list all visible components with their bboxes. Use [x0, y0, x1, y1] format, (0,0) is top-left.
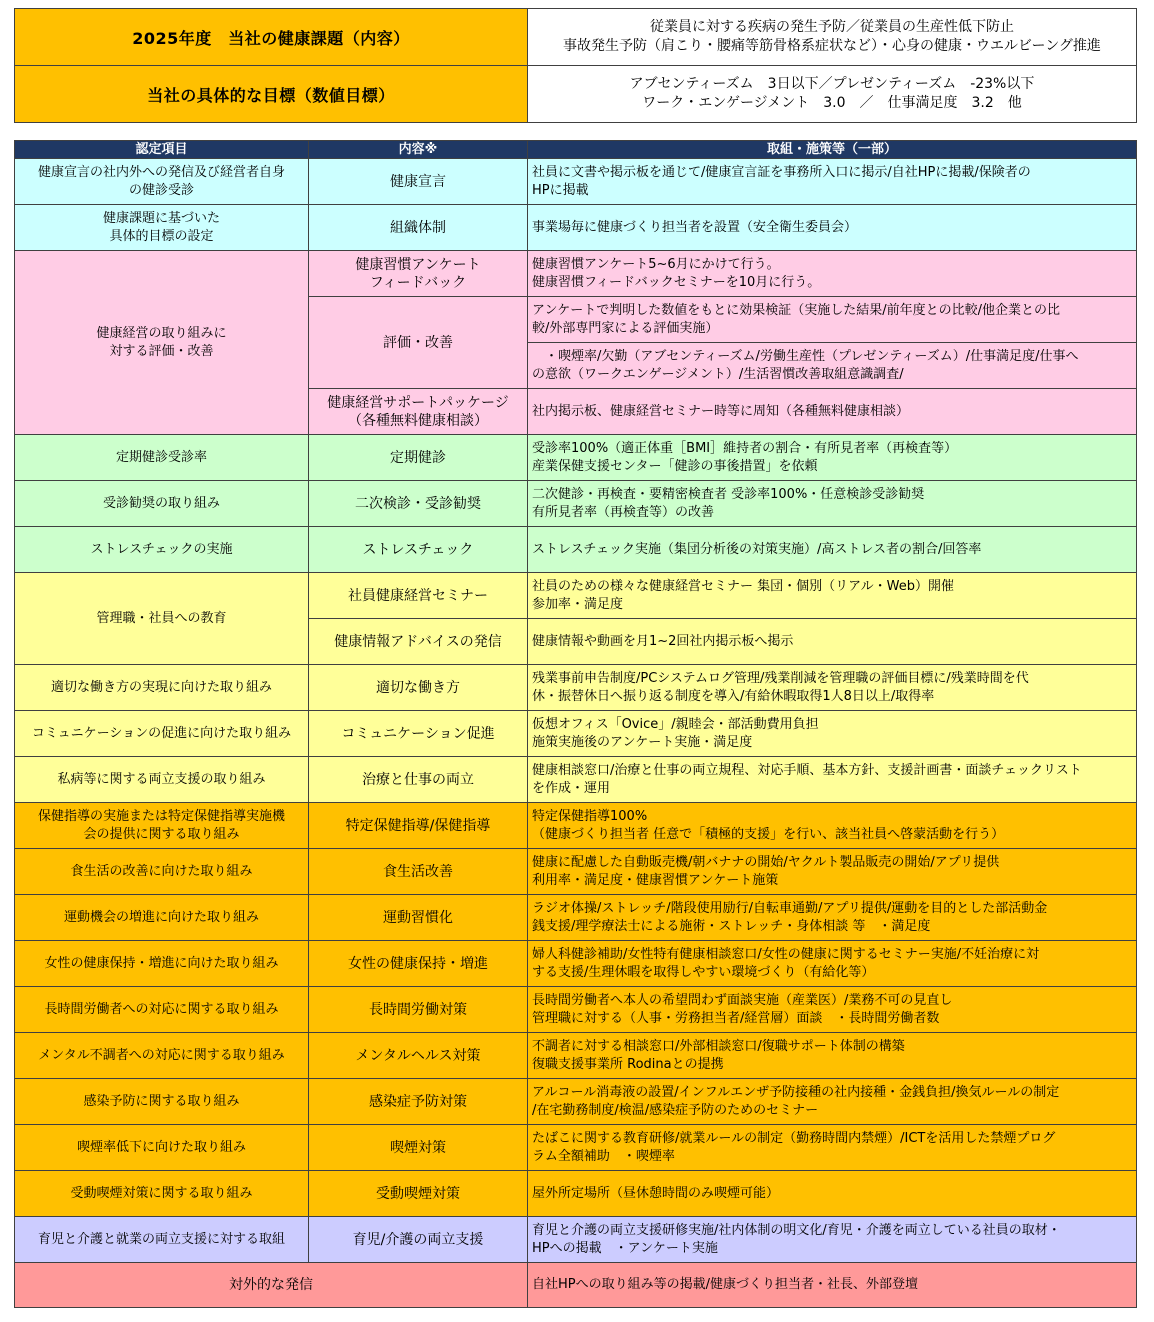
measures-line: HPへの掲載 ・アンケート実施	[532, 1240, 718, 1256]
measures-cell	[528, 895, 1137, 941]
table-row	[15, 481, 1137, 527]
content-line: 健康習慣アンケート	[355, 256, 481, 273]
content-cell: 評価・改善	[309, 297, 528, 389]
measures-line: する支援/生理休暇を取得しやすい環境づくり（有給化等）	[532, 964, 875, 980]
measures-cell	[528, 481, 1137, 527]
measures-line: アルコール消毒液の設置/インフルエンザ予防接種の社内接種・金銭負担/換気ルールの制定	[532, 1084, 1060, 1100]
measures-line: ラム全額補助 ・喫煙率	[532, 1148, 675, 1164]
measures-cell: 屋外所定場所（昼休憩時間のみ喫煙可能）	[528, 1171, 1137, 1217]
measures-line: 健康に配慮した自動販売機/朝バナナの開始/ヤクルト製品販売の開始/アプリ提供	[532, 854, 1000, 870]
table-row	[15, 1079, 1137, 1125]
measures-cell	[528, 1033, 1137, 1079]
measures-line: 二次健診・再検査・要精密検査者 受診率100%・任意検診受診勧奨	[532, 486, 925, 502]
category-line: 健康課題に基づいた	[102, 210, 220, 226]
content-cell: 社員健康経営セミナー	[309, 573, 528, 619]
category-cell: 管理職・社員への教育	[15, 573, 309, 665]
category-line: 具体的目標の設定	[109, 228, 214, 244]
content-cell: 適切な働き方	[309, 665, 528, 711]
category-cell: メンタル不調者への対応に関する取り組み	[15, 1033, 309, 1079]
content-cell: コミュニケーション促進	[309, 711, 528, 757]
target-row	[15, 66, 1137, 123]
measures-cell	[528, 665, 1137, 711]
content-cell	[309, 251, 528, 297]
measures-line: 較/外部専門家による評価実施）	[532, 320, 719, 336]
measures-line: 婦人科健診補助/女性特有健康相談窓口/女性の健康に関するセミナー実施/不妊治療に対	[532, 946, 1040, 962]
table-row	[15, 1033, 1137, 1079]
table-row	[15, 803, 1137, 849]
category-line: 健康宣言の社内外への発信及び経営者自身	[37, 164, 285, 180]
content-line: （各種無料健康相談）	[348, 412, 488, 429]
category-cell	[15, 803, 309, 849]
content-cell: 女性の健康保持・増進	[309, 941, 528, 987]
content-cell: 感染症予防対策	[309, 1079, 528, 1125]
measures-cell	[528, 711, 1137, 757]
measures-line: アンケートで判明した数値をもとに効果検証（実施した結果/前年度との比較/他企業との比	[532, 302, 1060, 318]
measures-line: 不調者に対する相談窓口/外部相談窓口/復職サポート体制の構築	[532, 1038, 905, 1054]
content-line: 健康経営サポートパッケージ	[327, 394, 509, 411]
category-cell: 感染予防に関する取り組み	[15, 1079, 309, 1125]
table-row	[15, 1171, 1137, 1217]
table-row	[15, 1217, 1137, 1263]
measures-cell	[528, 941, 1137, 987]
measures-cell	[528, 159, 1137, 205]
measures-cell: ストレスチェック実施（集団分析後の対策実施）/高ストレス者の割合/回答率	[528, 527, 1137, 573]
measures-line: 産業保健支援センター「健診の事後措置」を依頼	[532, 458, 818, 474]
category-cell: 運動機会の増進に向けた取り組み	[15, 895, 309, 941]
category-cell: コミュニケーションの促進に向けた取り組み	[15, 711, 309, 757]
issue-line: 事故発生予防（肩こり・腰痛等筋骨格系症状など）・心身の健康・ウエルビーング推進	[563, 38, 1101, 54]
target-value	[528, 66, 1137, 123]
category-cell: 食生活の改善に向けた取り組み	[15, 849, 309, 895]
content-cell: 喫煙対策	[309, 1125, 528, 1171]
measures-line: 利用率・満足度・健康習慣アンケート施策	[532, 872, 779, 888]
measures-line: HPに掲載	[532, 182, 589, 198]
category-cell: 受動喫煙対策に関する取り組み	[15, 1171, 309, 1217]
table-row	[15, 1125, 1137, 1171]
measures-line: 健康習慣アンケート5~6月にかけて行う。	[532, 256, 780, 272]
category-cell	[15, 251, 309, 435]
category-line: 保健指導の実施または特定保健指導実施機	[37, 808, 285, 824]
content-cell	[309, 389, 528, 435]
table-row	[15, 251, 1137, 297]
measures-cell	[528, 757, 1137, 803]
measures-line: /在宅勤務制度/検温/感染症予防のためのセミナー	[532, 1102, 819, 1118]
target-label: 当社の具体的な目標（数値目標）	[15, 66, 528, 123]
table-row	[15, 757, 1137, 803]
content-cell: 長時間労働対策	[309, 987, 528, 1033]
table-row	[15, 205, 1137, 251]
measures-line: 健康習慣フィードバックセミナーを10月に行う。	[532, 274, 821, 290]
issue-label: 2025年度 当社の健康課題（内容）	[15, 9, 528, 66]
content-cell: 特定保健指導/保健指導	[309, 803, 528, 849]
measures-cell	[528, 297, 1137, 343]
content-cell: 健康宣言	[309, 159, 528, 205]
table-row	[15, 527, 1137, 573]
content-cell: 受動喫煙対策	[309, 1171, 528, 1217]
content-cell: 組織体制	[309, 205, 528, 251]
measures-line: 育児と介護の両立支援研修実施/社内体制の明文化/育児・介護を両立している社員の取材・	[532, 1222, 1061, 1238]
target-line: ワーク・エンゲージメント 3.0 ／ 仕事満足度 3.2 他	[642, 95, 1022, 111]
measures-cell	[528, 1125, 1137, 1171]
measures-line: 復職支援事業所 Rodinaとの提携	[532, 1056, 724, 1072]
column-header-content: 内容※	[309, 141, 528, 159]
content-line: フィードバック	[369, 274, 467, 291]
measures-cell: 健康情報や動画を月1~2回社内掲示板へ掲示	[528, 619, 1137, 665]
measures-line: 特定保健指導100%	[532, 808, 648, 824]
measures-line: 休・振替休日へ振り返る制度を導入/有給休暇取得1人8日以上/取得率	[532, 688, 935, 704]
column-header-category: 認定項目	[15, 141, 309, 159]
category-cell: 受診勧奨の取り組み	[15, 481, 309, 527]
content-cell: 治療と仕事の両立	[309, 757, 528, 803]
measures-line: 参加率・満足度	[532, 596, 624, 612]
table-row	[15, 941, 1137, 987]
measures-line: 管理職に対する（人事・労務担当者/経営層）面談 ・長時間労働者数	[532, 1010, 940, 1026]
measures-line: ラジオ体操/ストレッチ/階段使用励行/自転車通勤/アプリ提供/運動を目的とした部活動金	[532, 900, 1048, 916]
measures-line: 施策実施後のアンケート実施・満足度	[532, 734, 753, 750]
content-cell: 運動習慣化	[309, 895, 528, 941]
table-row	[15, 435, 1137, 481]
category-cell	[15, 205, 309, 251]
table-row	[15, 573, 1137, 619]
table-row	[15, 1263, 1137, 1308]
content-cell: メンタルヘルス対策	[309, 1033, 528, 1079]
measures-cell	[528, 343, 1137, 389]
measures-line: たばこに関する教育研修/就業ルールの制定（勤務時間内禁煙）/ICTを活用した禁煙プログ	[532, 1130, 1056, 1146]
category-cell: 長時間労働者への対応に関する取り組み	[15, 987, 309, 1033]
category-cell: 定期健診受診率	[15, 435, 309, 481]
measures-cell	[528, 573, 1137, 619]
content-cell: 健康情報アドバイスの発信	[309, 619, 528, 665]
measures-cell	[528, 803, 1137, 849]
category-line: 健康経営の取り組みに	[96, 325, 227, 341]
measures-line: 長時間労働者へ本人の希望問わず面談実施（産業医）/業務不可の見直し	[532, 992, 953, 1008]
target-line: アブセンティーズム 3日以下／プレゼンティーズム -23%以下	[629, 76, 1035, 92]
measures-cell	[528, 849, 1137, 895]
measures-cell	[528, 1079, 1137, 1125]
measures-line: 仮想オフィス「Ovice」/親睦会・部活動費用負担	[532, 716, 819, 732]
content-cell: 育児/介護の両立支援	[309, 1217, 528, 1263]
content-cell: 定期健診	[309, 435, 528, 481]
category-cell: ストレスチェックの実施	[15, 527, 309, 573]
content-cell: 食生活改善	[309, 849, 528, 895]
measures-cell: 事業場毎に健康づくり担当者を設置（安全衛生委員会）	[528, 205, 1137, 251]
measures-line: （健康づくり担当者 任意で「積極的支援」を行い、該当社員へ啓蒙活動を行う）	[532, 826, 1005, 842]
summary-table	[14, 8, 1137, 123]
measures-line: の意欲（ワークエンゲージメント）/生活習慣改善取組意識調査/	[532, 366, 904, 382]
table-row	[15, 711, 1137, 757]
measures-line: 社員に文書や掲示板を通じて/健康宣言証を事務所入口に掲示/自社HPに掲載/保険者の	[532, 164, 1031, 180]
table-row	[15, 665, 1137, 711]
column-header-measures: 取組・施策等（一部）	[528, 141, 1137, 159]
measures-line: ・喫煙率/欠勤（アブセンティーズム/労働生産性（プレゼンティーズム）/仕事満足度/仕事へ	[532, 348, 1079, 364]
measures-line: 有所見者率（再検査等）の改善	[532, 504, 715, 520]
table-row	[15, 987, 1137, 1033]
measures-line: を作成・運用	[532, 780, 611, 796]
issue-line: 従業員に対する疾病の発生予防／従業員の生産性低下防止	[650, 19, 1014, 35]
category-cell: 喫煙率低下に向けた取り組み	[15, 1125, 309, 1171]
measures-cell	[528, 435, 1137, 481]
issue-value	[528, 9, 1137, 66]
table-row	[15, 159, 1137, 205]
measures-cell	[528, 1217, 1137, 1263]
category-cell	[15, 159, 309, 205]
content-cell: 二次検診・受診勧奨	[309, 481, 528, 527]
issue-row	[15, 9, 1137, 66]
measures-cell	[528, 251, 1137, 297]
table-row	[15, 895, 1137, 941]
category-line: 対する評価・改善	[109, 343, 214, 359]
category-line: の健診受診	[128, 182, 194, 198]
table-row	[15, 849, 1137, 895]
category-cell: 女性の健康保持・増進に向けた取り組み	[15, 941, 309, 987]
measures-line: 社員のための様々な健康経営セミナー 集団・個別（リアル・Web）開催	[532, 578, 954, 594]
measures-cell	[528, 987, 1137, 1033]
measures-table	[14, 140, 1137, 1308]
table-header-row	[15, 141, 1137, 159]
measures-line: 残業事前申告制度/PCシステムログ管理/残業削減を管理職の評価目標に/残業時間を代	[532, 670, 1029, 686]
measures-line: 受診率100%（適正体重［BMI］維持者の割合・有所見者率（再検査等）	[532, 440, 958, 456]
measures-line: 銭支援/理学療法士による施術・ストレッチ・身体相談 等 ・満足度	[532, 918, 931, 934]
category-line: 会の提供に関する取り組み	[83, 826, 240, 842]
measures-line: 健康相談窓口/治療と仕事の両立規程、対応手順、基本方針、支援計画書・面談チェックリスト	[532, 762, 1082, 778]
category-cell: 適切な働き方の実現に向けた取り組み	[15, 665, 309, 711]
measures-cell: 自社HPへの取り組み等の掲載/健康づくり担当者・社長、外部登壇	[528, 1263, 1137, 1308]
content-cell: ストレスチェック	[309, 527, 528, 573]
category-cell: 育児と介護と就業の両立支援に対する取組	[15, 1217, 309, 1263]
category-cell: 対外的な発信	[15, 1263, 528, 1308]
category-cell: 私病等に関する両立支援の取り組み	[15, 757, 309, 803]
measures-cell: 社内掲示板、健康経営セミナー時等に周知（各種無料健康相談）	[528, 389, 1137, 435]
